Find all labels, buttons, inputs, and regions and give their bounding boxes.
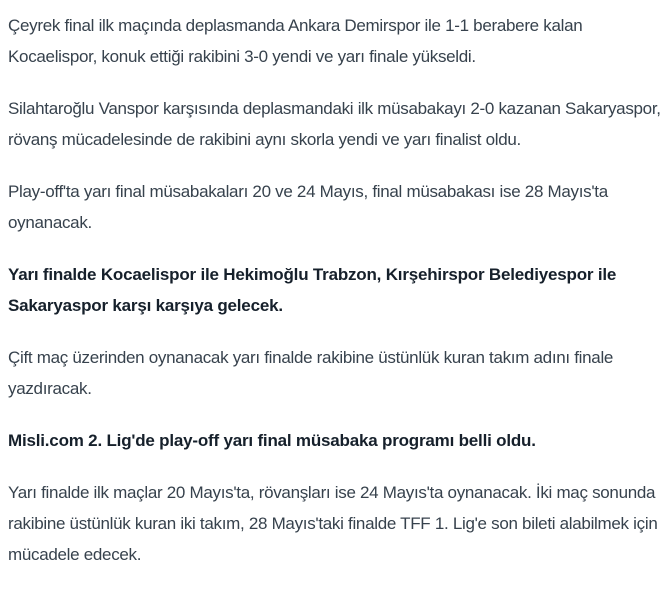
article-paragraph-3: Play-off'ta yarı final müsabakaları 20 ve 24 Mayıs, final müsabakası ise 28 Mayıs'ta oynanacak. [8,182,608,232]
article-paragraph-1: Çeyrek final ilk maçında deplasmanda Ankara Demirspor ile 1-1 berabere kalan Kocaelispor, konuk ettiği rakibini 3-0 yendi ve yarı finale yükseldi. [8,16,583,66]
article-paragraph-6-bold: Misli.com 2. Lig'de play-off yarı final müsabaka programı belli oldu. [8,431,536,450]
article-paragraph-5: Çift maç üzerinden oynanacak yarı finalde rakibine üstünlük kuran takım adını finale yazdıracak. [8,348,614,398]
article-paragraph-4-bold: Yarı finalde Kocaelispor ile Hekimoğlu Trabzon, Kırşehirspor Belediyespor ile Sakaryaspor karşı karşıya gelecek. [8,265,617,315]
article-paragraph-7: Yarı finalde ilk maçlar 20 Mayıs'ta, rövanşları ise 24 Mayıs'ta oynanacak. İki maç sonunda rakibine üstünlük kuran iki takım, 28 Mayıs'taki finalde TFF 1. Lig'e son bileti alabilmek için mücadele edecek. [8,483,658,564]
article-paragraph-2: Silahtaroğlu Vanspor karşısında deplasmandaki ilk müsabakayı 2-0 kazanan Sakaryaspor, rövanş mücadelesinde de rakibini aynı skorla yendi ve yarı finalist oldu. [8,99,661,149]
